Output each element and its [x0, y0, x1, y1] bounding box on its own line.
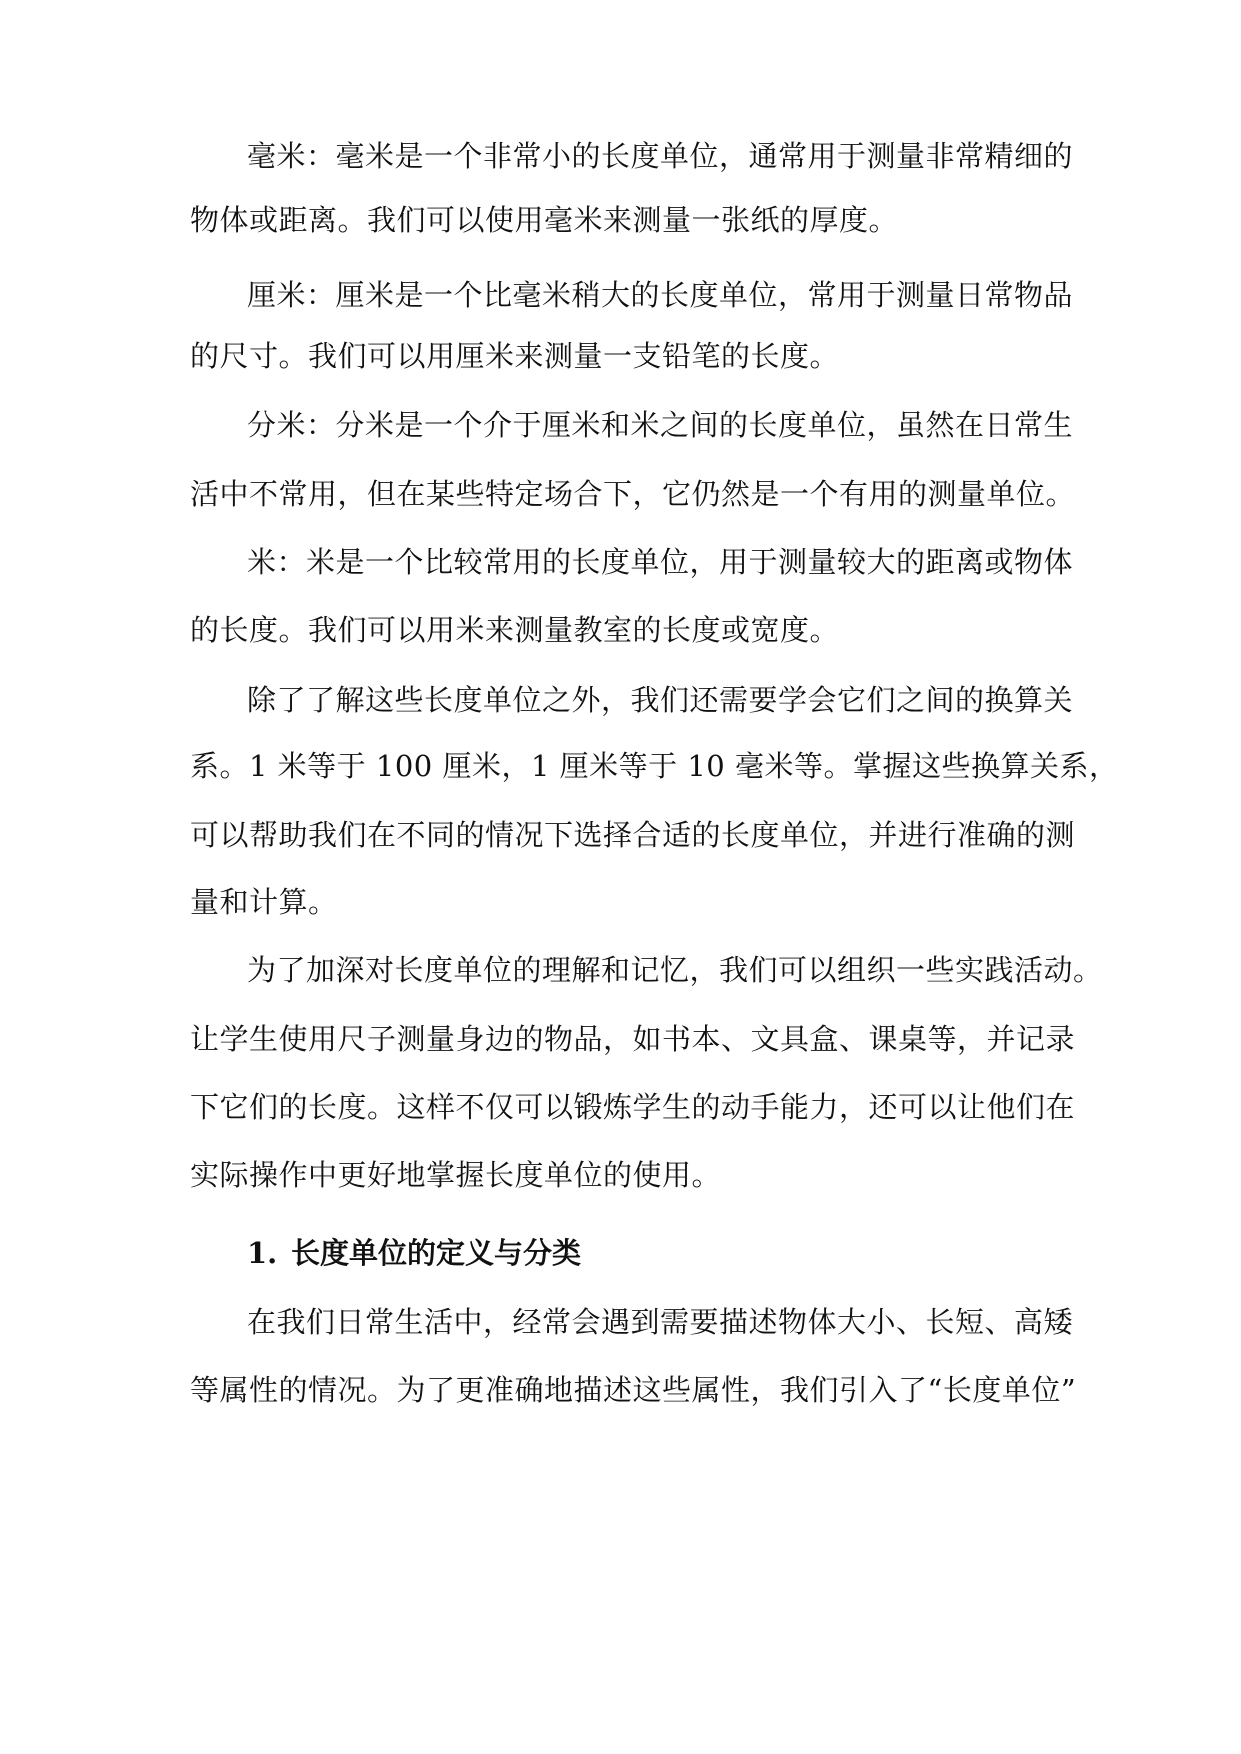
paragraph-line: 为了加深对长度单位的理解和记忆，我们可以组织一些实践活动。 — [247, 953, 1103, 987]
paragraph-line: 系。1 米等于 100 厘米，1 厘米等于 10 毫米等。掌握这些换算关系， — [190, 749, 1119, 783]
section-number: 1. — [247, 1236, 278, 1270]
paragraph-line: 的尺寸。我们可以用厘米来测量一支铅笔的长度。 — [190, 339, 840, 373]
paragraph-line: 活中不常用，但在某些特定场合下，它仍然是一个有用的测量单位。 — [190, 477, 1076, 511]
paragraph-line: 在我们日常生活中，经常会遇到需要描述物体大小、长短、高矮 — [247, 1305, 1074, 1339]
paragraph-line: 分米：分米是一个介于厘米和米之间的长度单位，虽然在日常生 — [247, 408, 1074, 442]
paragraph-line: 量和计算。 — [190, 885, 338, 919]
paragraph-line: 厘米：厘米是一个比毫米稍大的长度单位，常用于测量日常物品 — [247, 278, 1074, 312]
section-heading — [247, 1233, 1060, 1273]
paragraph-line: 物体或距离。我们可以使用毫米来测量一张纸的厚度。 — [190, 203, 899, 237]
paragraph-line: 实际操作中更好地掌握长度单位的使用。 — [190, 1158, 722, 1192]
paragraph-line: 下它们的长度。这样不仅可以锻炼学生的动手能力，还可以让他们在 — [190, 1090, 1076, 1124]
paragraph-line: 毫米：毫米是一个非常小的长度单位，通常用于测量非常精细的 — [247, 139, 1074, 173]
paragraph-line: 米：米是一个比较常用的长度单位，用于测量较大的距离或物体 — [247, 545, 1074, 579]
paragraph-line: 的长度。我们可以用米来测量教室的长度或宽度。 — [190, 613, 840, 647]
paragraph-line: 可以帮助我们在不同的情况下选择合适的长度单位，并进行准确的测 — [190, 818, 1076, 852]
section-title: 长度单位的定义与分类 — [291, 1236, 582, 1270]
paragraph-line: 让学生使用尺子测量身边的物品，如书本、文具盒、课桌等，并记录 — [190, 1022, 1076, 1056]
paragraph-line: 等属性的情况。为了更准确地描述这些属性，我们引入了“长度单位” — [190, 1373, 1077, 1407]
paragraph-line: 除了了解这些长度单位之外，我们还需要学会它们之间的换算关 — [247, 683, 1074, 717]
